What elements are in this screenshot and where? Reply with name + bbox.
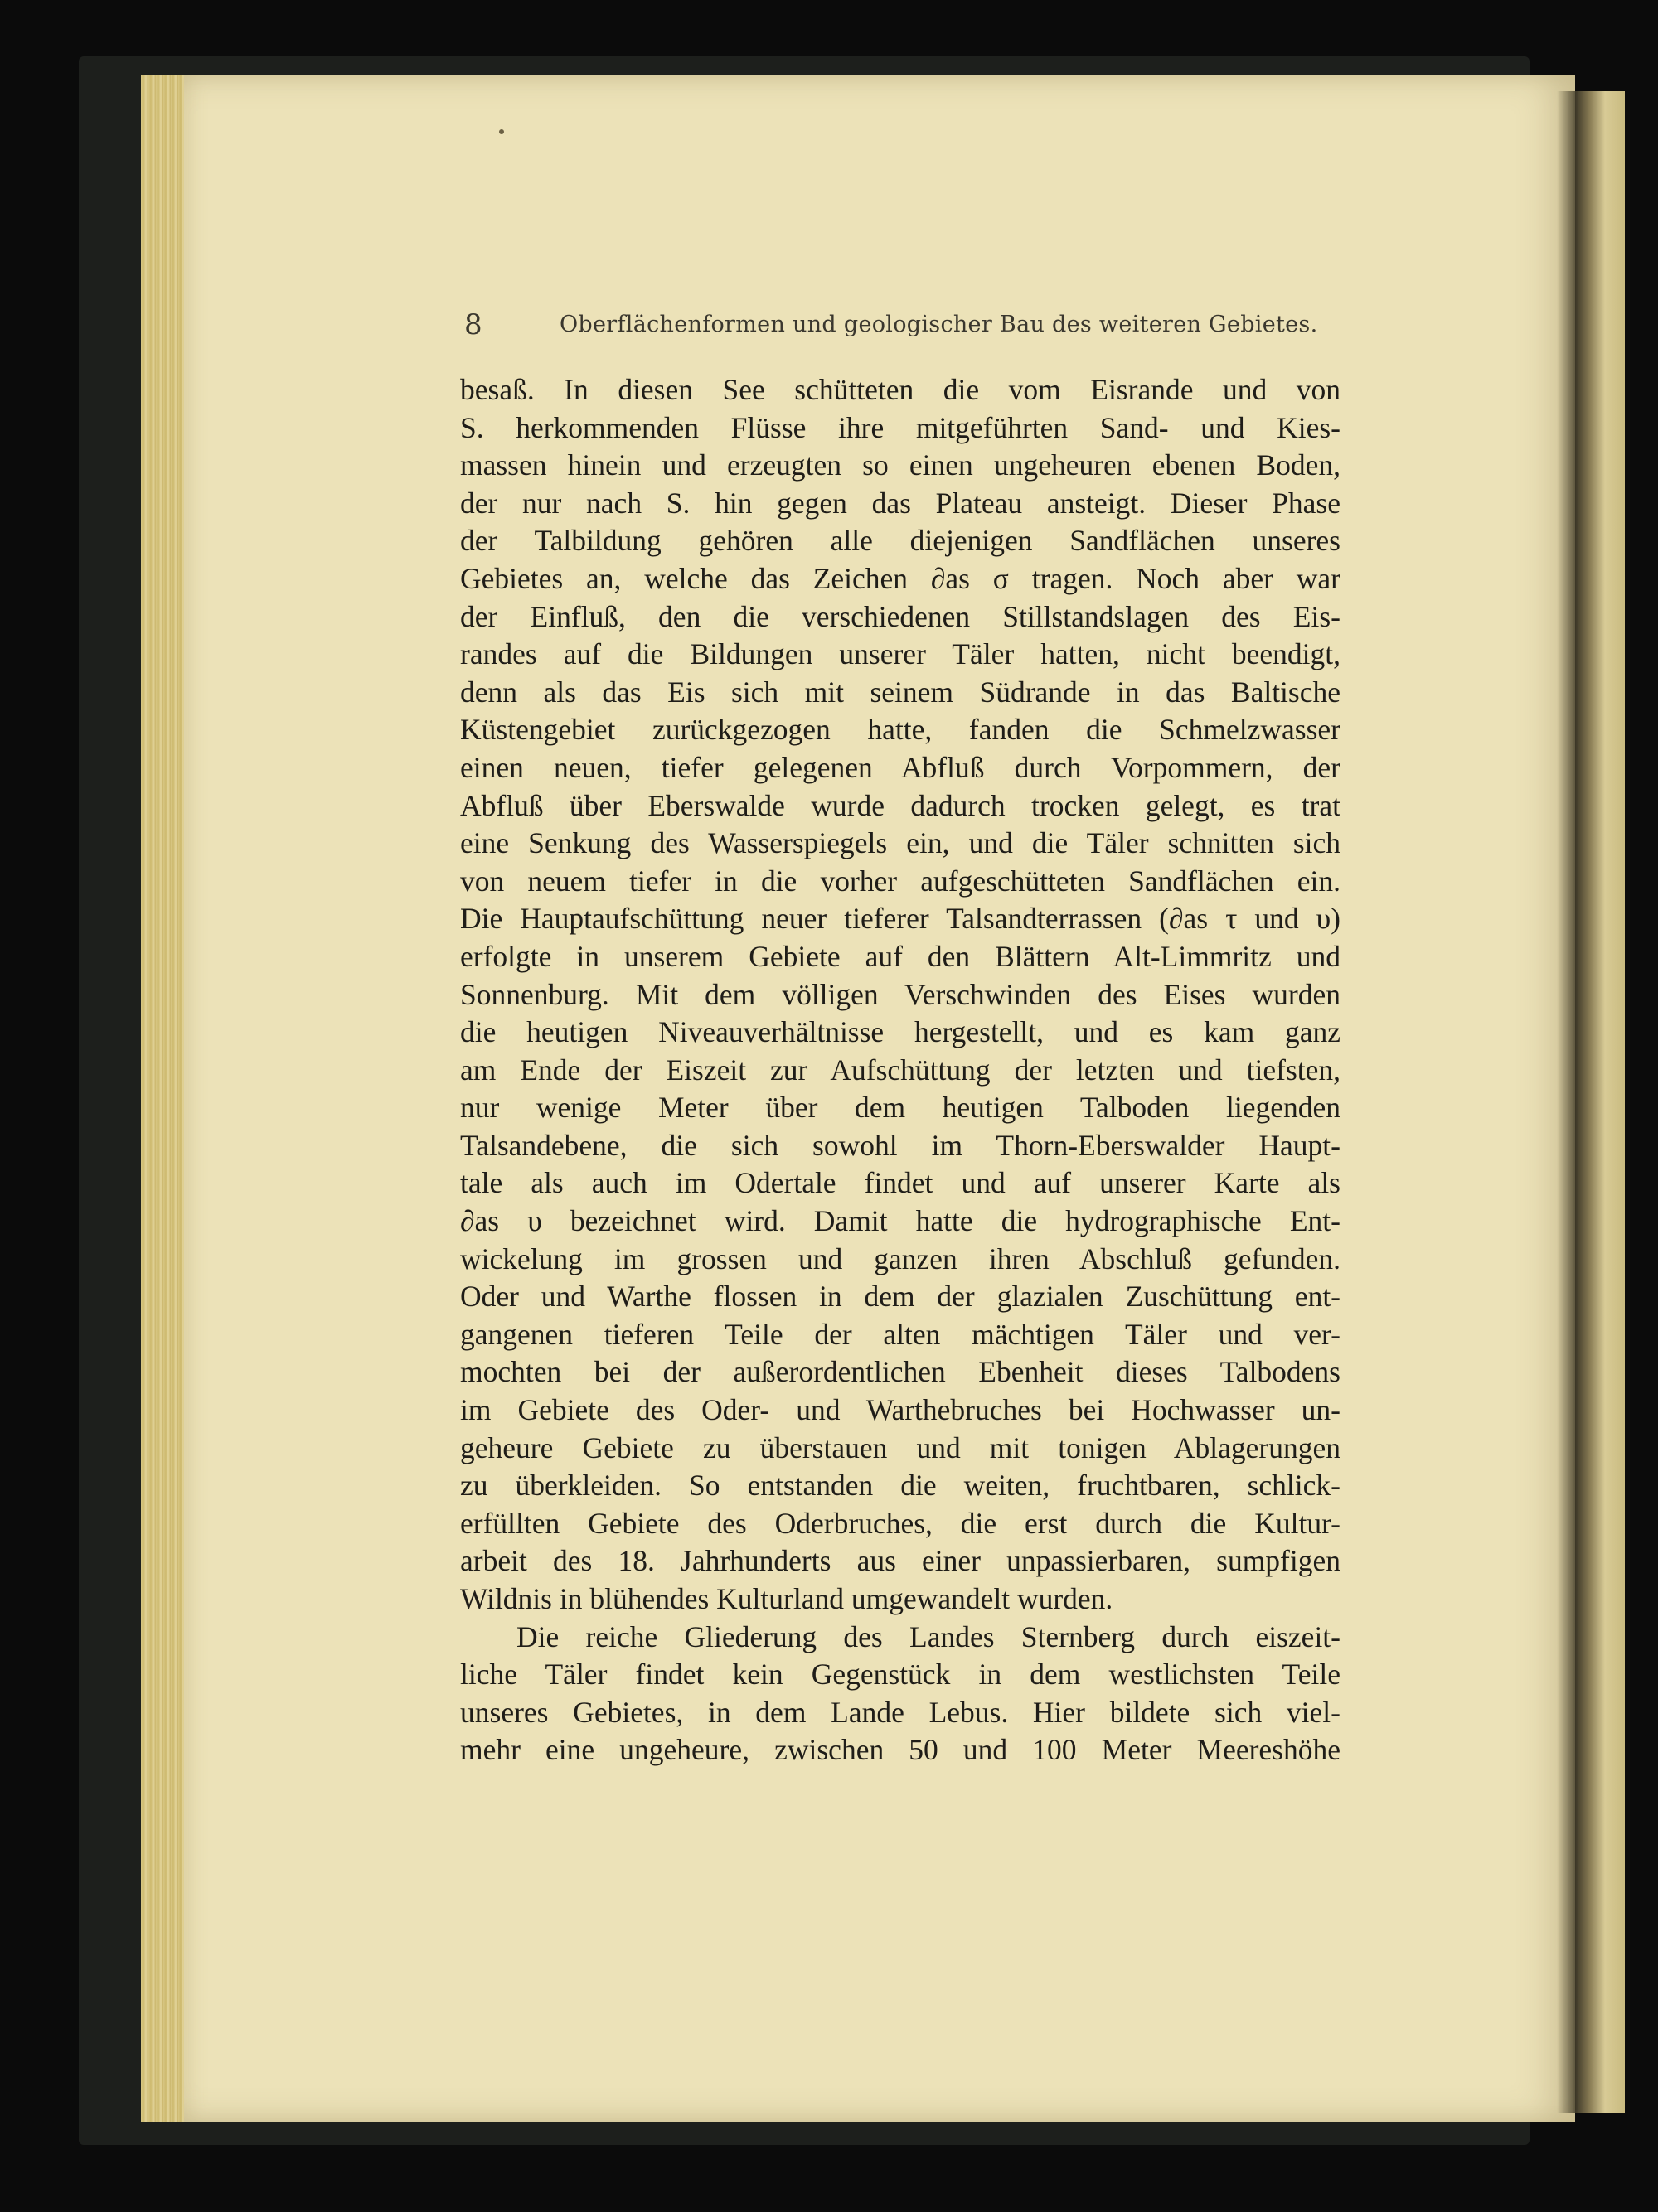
text-line: Talsandebene, die sich sowohl im Thorn-Eberswalder Haupt- (460, 1128, 1340, 1162)
text-line: mehr eine ungeheure, zwischen 50 und 100 Meter Meereshöhe (460, 1733, 1340, 1767)
text-line: einen neuen, tiefer gelegenen Abfluß durch Vorpommern, der (460, 750, 1340, 784)
text-line: Die Hauptaufschüttung neuer tieferer Talsandterrassen (∂as τ und υ) (460, 902, 1340, 936)
text-line: zu überkleiden. So entstanden die weiten, fruchtbaren, schlick- (460, 1469, 1340, 1503)
paragraph-end-line: Wildnis in blühendes Kulturland umgewandelt wurden. (460, 1582, 1113, 1615)
text-line: der Einfluß, den die verschiedenen Stillstandslagen des Eis- (460, 599, 1340, 633)
text-line: denn als das Eis sich mit seinem Südrande in das Baltische (460, 675, 1340, 709)
text-line: erfüllten Gebiete des Oderbruches, die erst durch die Kultur- (460, 1506, 1340, 1540)
text-line: im Gebiete des Oder- und Warthebruches bei Hochwasser un- (460, 1393, 1340, 1427)
text-line: die heutigen Niveauverhältnisse hergestellt, und es kam ganz (460, 1015, 1340, 1049)
page-number: 8 (464, 308, 482, 341)
text-line: liche Täler findet kein Gegenstück in dem westlichsten Teile (460, 1658, 1340, 1692)
running-title: Oberflächenformen und geologischer Bau des weiteren Gebietes. (560, 312, 1318, 337)
text-line: nur wenige Meter über dem heutigen Talboden liegenden (460, 1091, 1340, 1125)
text-line: geheure Gebiete zu überstauen und mit tonigen Ablagerungen (460, 1430, 1340, 1464)
paragraph-start-line: Die reiche Gliederung des Landes Sternberg durch eiszeit- (516, 1619, 1340, 1653)
text-line: Oder und Warthe flossen in dem der glazialen Zuschüttung ent- (460, 1280, 1340, 1314)
text-line: erfolgte in unserem Gebiete auf den Blättern Alt-Limmritz und (460, 939, 1340, 973)
text-line: mochten bei der außerordentlichen Ebenheit dieses Talbodens (460, 1355, 1340, 1389)
facing-page-edge (1575, 91, 1625, 2113)
page-edges (141, 75, 191, 2122)
text-line: gangenen tieferen Teile der alten mächtigen Täler und ver- (460, 1317, 1340, 1351)
text-line: der nur nach S. hin gegen das Plateau ansteigt. Dieser Phase (460, 486, 1340, 520)
text-line: tale als auch im Odertale findet und auf unserer Karte als (460, 1166, 1340, 1200)
text-line: ∂as υ bezeichnet wird. Damit hatte die hydrographische Ent- (460, 1204, 1340, 1238)
text-line: wickelung im grossen und ganzen ihren Abschluß gefunden. (460, 1242, 1340, 1275)
text-line: Küstengebiet zurückgezogen hatte, fanden die Schmelzwasser (460, 713, 1340, 747)
text-line: massen hinein und erzeugten so einen ungeheuren ebenen Boden, (460, 448, 1340, 482)
body-text (460, 371, 1340, 1769)
text-line: S. herkommenden Flüsse ihre mitgeführten Sand- und Kies- (460, 410, 1340, 444)
text-line: Abfluß über Eberswalde wurde dadurch trocken gelegt, es trat (460, 788, 1340, 822)
text-line: randes auf die Bildungen unserer Täler hatten, nicht beendigt, (460, 637, 1340, 671)
text-line: unseres Gebietes, in dem Lande Lebus. Hier bildete sich viel- (460, 1695, 1340, 1729)
text-line: am Ende der Eiszeit zur Aufschüttung der letzten und tiefsten, (460, 1053, 1340, 1087)
text-line: von neuem tiefer in die vorher aufgeschütteten Sandflächen ein. (460, 864, 1340, 898)
text-line: Sonnenburg. Mit dem völligen Verschwinden des Eises wurden (460, 977, 1340, 1011)
text-line: besaß. In diesen See schütteten die vom Eisrande und von (460, 373, 1340, 406)
text-line: arbeit des 18. Jahrhunderts aus einer unpassierbaren, sumpfigen (460, 1544, 1340, 1578)
text-line: eine Senkung des Wasserspiegels ein, und die Täler schnitten sich (460, 826, 1340, 860)
text-line: Gebietes an, welche das Zeichen ∂as σ tragen. Noch aber war (460, 561, 1340, 595)
paper-speck (499, 129, 504, 134)
text-line: der Talbildung gehören alle diejenigen Sandflächen unseres (460, 524, 1340, 558)
